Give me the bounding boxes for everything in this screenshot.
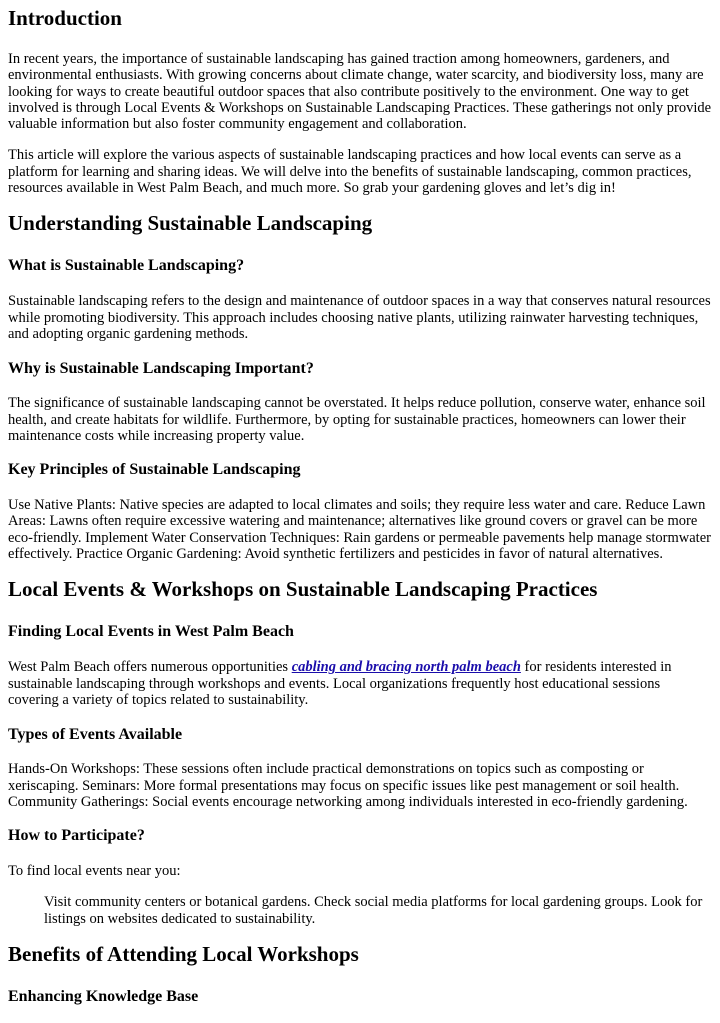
paragraph-finding-events (8, 659, 713, 708)
subheading-how-to-participate: How to Participate? (8, 827, 145, 845)
finding-text-after: for residents interested in sustainable landscaping through workshops and events. Local organizations frequently host educational sessions covering a variety of topics related to sustainability. (8, 659, 672, 708)
paragraph-types-of-events: Hands-On Workshops: These sessions often include practical demonstrations on topics such as composting or xeriscaping. Seminars: More formal presentations may focus on specific issues like pest management or soil health. Community Gatherings: Social events encourage networking among individuals interested in eco-friendly gardening. (8, 761, 688, 810)
heading-introduction: Introduction (8, 6, 122, 30)
subheading-why-important: Why is Sustainable Landscaping Important? (8, 360, 314, 378)
paragraph-why-important: The significance of sustainable landscaping cannot be overstated. It helps reduce pollution, conserve water, enhance soil health, and create habitats for wildlife. Furthermore, by opting for sustainable practices, homeowners can lower their maintenance costs while increasing property value. (8, 395, 706, 444)
subheading-types-of-events: Types of Events Available (8, 726, 183, 744)
paragraph-key-principles: Use Native Plants: Native species are adapted to local climates and soils; they require less water and care. Reduce Lawn Areas: Lawns often require excessive watering and maintenance; alternatives like ground covers or gravel can be more eco-friendly. Implement Water Conservation Techniques: Rain gardens or permeable pavements help manage stormwater effectively. Practice Organic Gardening: Avoid synthetic fertilizers and pesticides in favor of natural alternatives. (8, 497, 711, 563)
participation-list: Visit community centers or botanical gardens. Check social media platforms for local gardening groups. Look for listings on websites dedicated to sustainability. (44, 894, 703, 927)
heading-local-events: Local Events & Workshops on Sustainable Landscaping Practices (8, 577, 598, 602)
cabling-bracing-link[interactable]: cabling and bracing north palm beach (291, 659, 521, 676)
intro-paragraph-2: This article will explore the various aspects of sustainable landscaping practices and how local events can serve as a platform for learning and sharing ideas. We will delve into the benefits of sustainable landscaping, common practices, resources available in West Palm Beach, and much more. So grab your gardening gloves and let’s dig in! (8, 147, 692, 197)
heading-understanding: Understanding Sustainable Landscaping (8, 211, 373, 236)
intro-paragraph-1: In recent years, the importance of sustainable landscaping has gained traction among homeowners, gardeners, and environmental enthusiasts. With growing concerns about climate change, water scarcity, and biodiversity loss, many are looking for ways to create beautiful outdoor spaces that also contribute positively to the environment. One way to get involved is through Local Events & Workshops on Sustainable Landscaping Practices. These gatherings not only provide valuable information but also foster community engagement and collaboration. (8, 51, 712, 133)
finding-text-before: West Palm Beach offers numerous opportunities (8, 659, 292, 676)
paragraph-what-is: Sustainable landscaping refers to the design and maintenance of outdoor spaces in a way that conserves natural resources while promoting biodiversity. This approach includes choosing native plants, utilizing rainwater harvesting techniques, and adopting organic gardening methods. (8, 293, 711, 342)
paragraph-how-to-participate: To find local events near you: (8, 863, 181, 880)
subheading-enhancing-knowledge: Enhancing Knowledge Base (8, 988, 199, 1006)
subheading-finding-events: Finding Local Events in West Palm Beach (8, 623, 294, 641)
heading-benefits: Benefits of Attending Local Workshops (8, 942, 359, 967)
subheading-what-is: What is Sustainable Landscaping? (8, 257, 245, 275)
subheading-key-principles: Key Principles of Sustainable Landscaping (8, 461, 301, 479)
article (0, 6, 713, 1006)
